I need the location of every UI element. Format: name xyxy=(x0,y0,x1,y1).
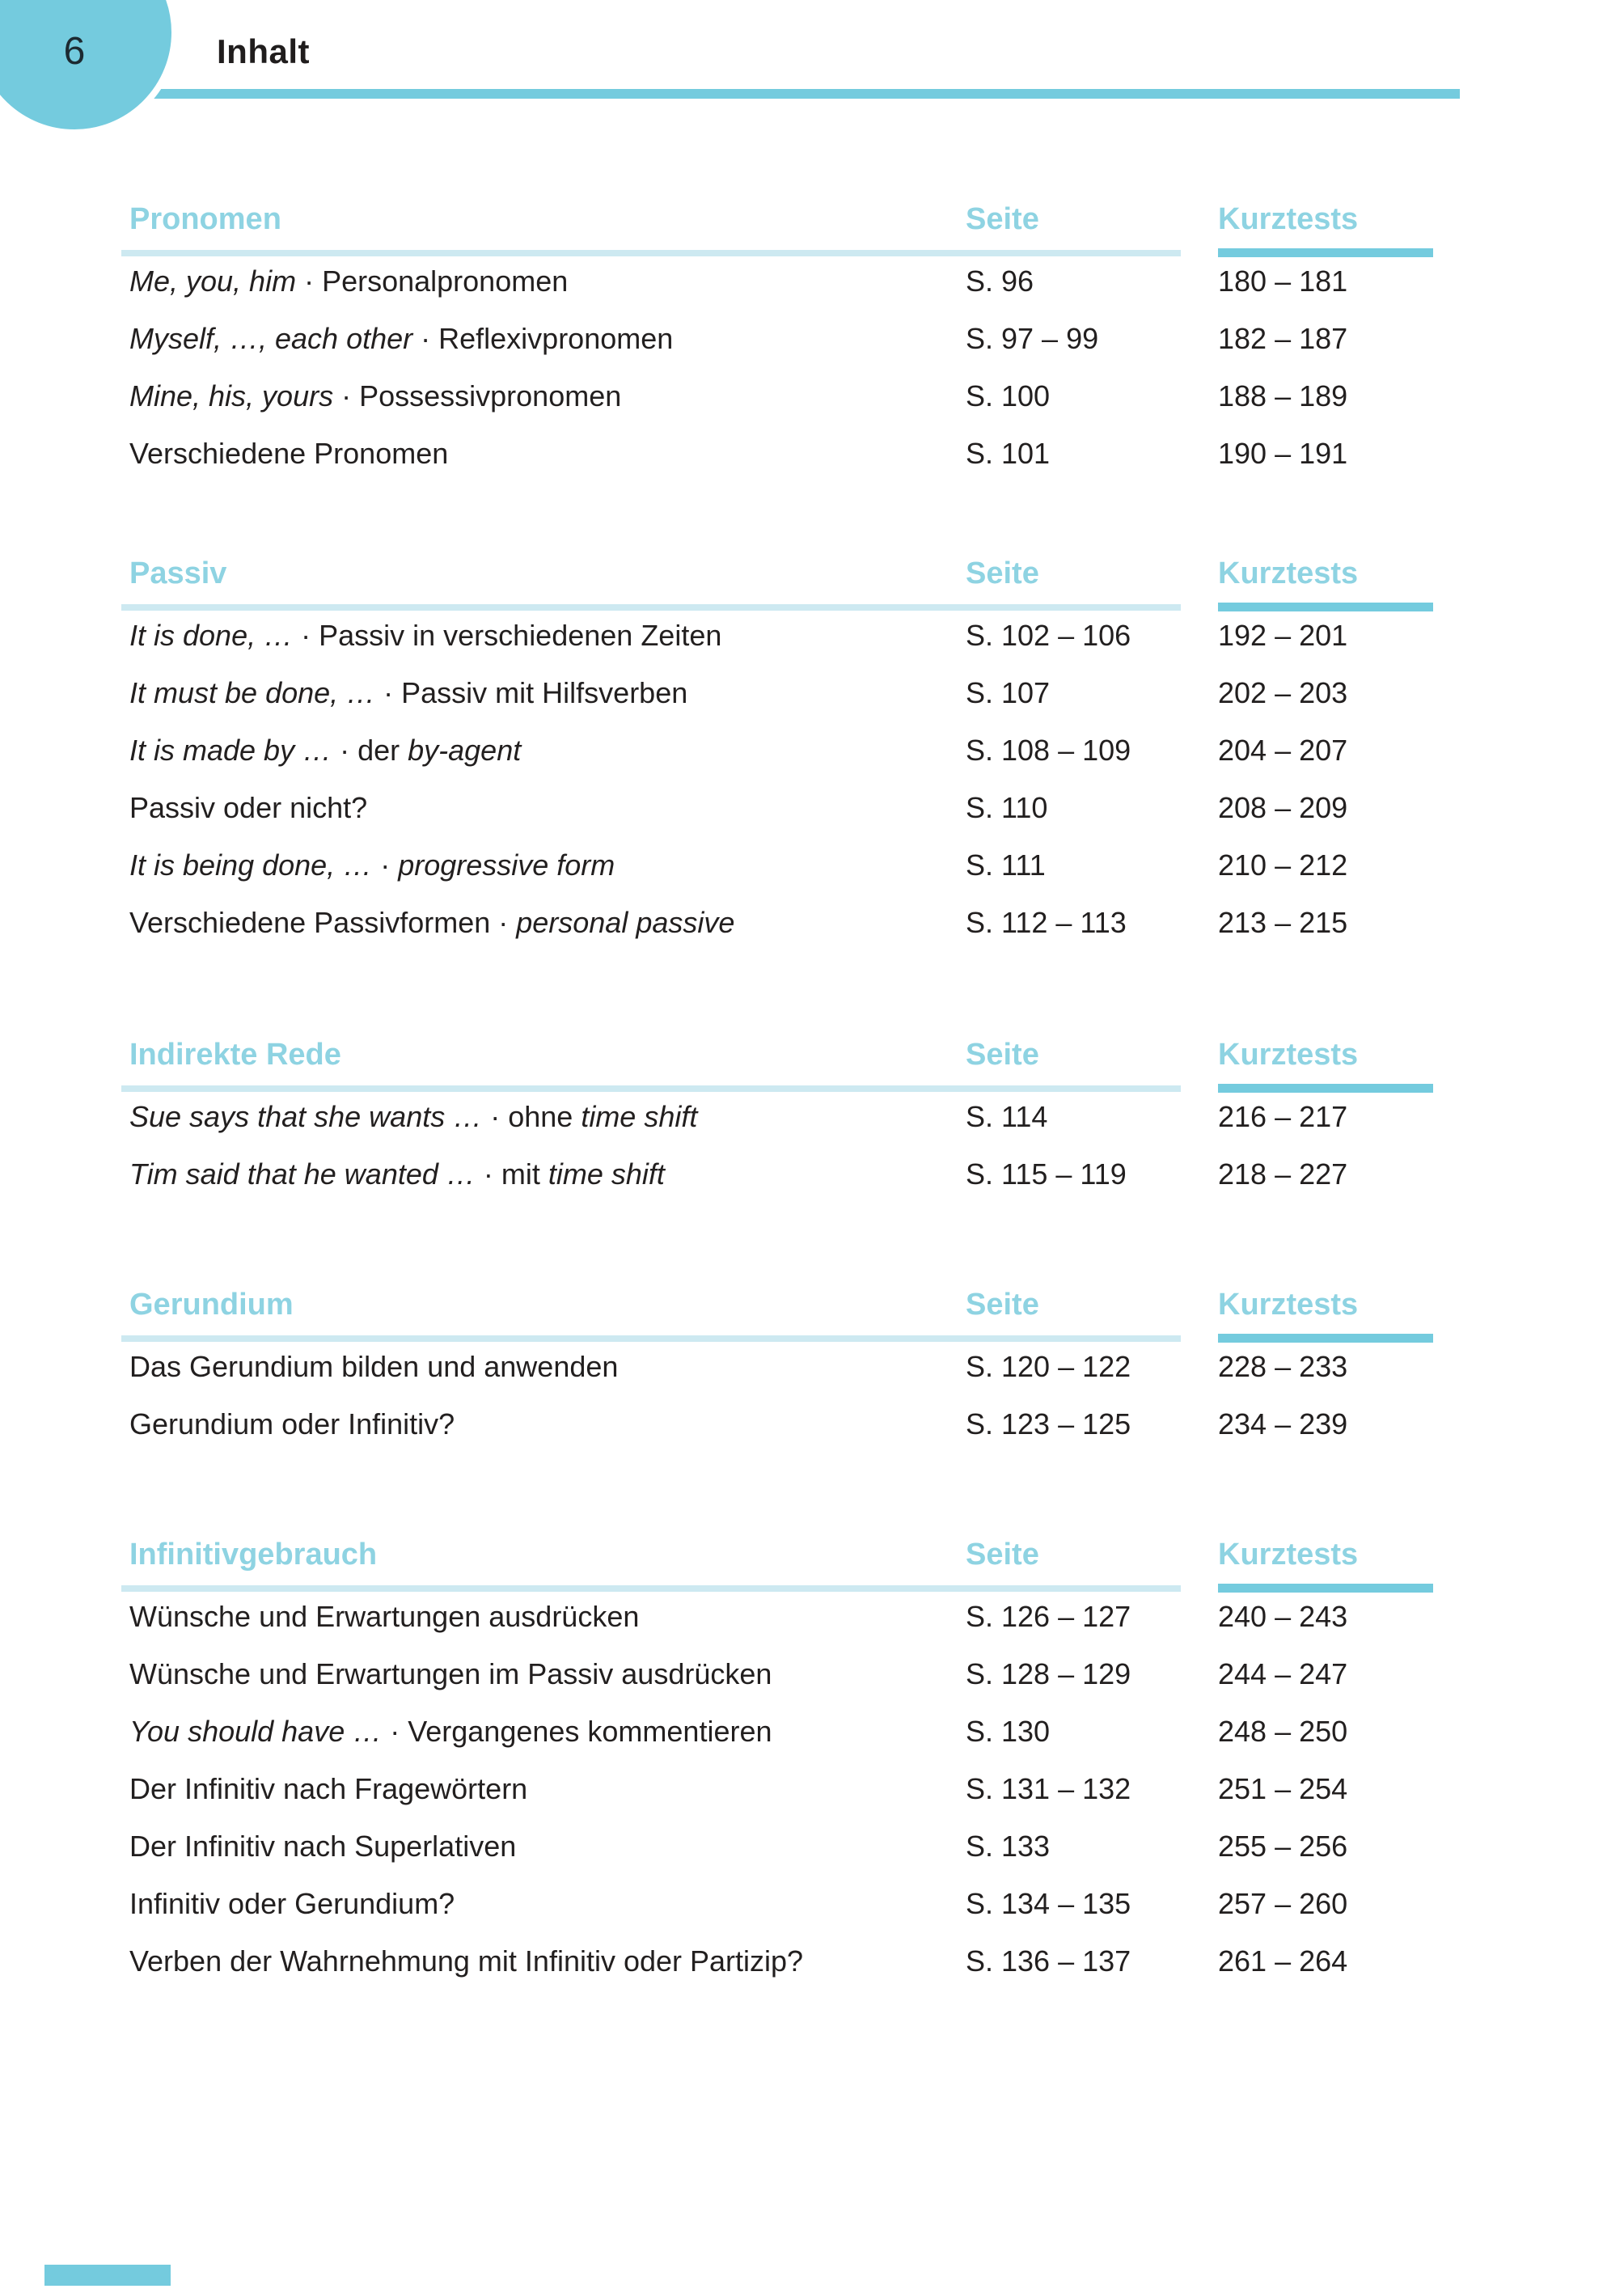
toc-entry-page: S. 114 xyxy=(966,1100,1048,1133)
section-title: Passiv xyxy=(129,556,227,590)
toc-section-passiv xyxy=(129,556,1460,951)
toc-entry-title xyxy=(129,1088,697,1145)
toc-entry-page: S. 128 – 129 xyxy=(966,1657,1131,1690)
toc-section-infinitivgebrauch xyxy=(129,1538,1460,1990)
toc-entry-title-segment: · mit xyxy=(475,1157,548,1191)
toc-entry-tests: 251 – 254 xyxy=(1218,1772,1348,1805)
column-header-seite: Seite xyxy=(966,202,1039,236)
toc-section-gerundium xyxy=(129,1288,1460,1453)
toc-entry-title xyxy=(129,310,673,367)
toc-entry-title-segment: Wünsche und Erwartungen ausdrücken xyxy=(129,1600,640,1633)
toc-entry-page: S. 134 – 135 xyxy=(966,1887,1131,1920)
toc-entry-title-segment: time shift xyxy=(581,1100,698,1133)
toc-entry-tests: 234 – 239 xyxy=(1218,1407,1348,1441)
toc-entry-tests: 228 – 233 xyxy=(1218,1350,1348,1383)
toc-entry-title-segment: Verschiedene Passivformen · xyxy=(129,906,517,939)
toc-entry-title xyxy=(129,1145,665,1203)
toc-entry-page: S. 110 xyxy=(966,791,1048,824)
toc-entry-page: S. 123 – 125 xyxy=(966,1407,1131,1441)
toc-entry-title xyxy=(129,1817,516,1875)
toc-entry-page: S. 112 – 113 xyxy=(966,906,1127,939)
section-title: Pronomen xyxy=(129,202,281,236)
toc-row xyxy=(129,1145,1460,1203)
toc-entry-title xyxy=(129,1932,803,1990)
toc-entry-title-segment: It is made by … xyxy=(129,734,332,767)
toc-entry-title-segment: · Passiv mit Hilfsverben xyxy=(375,676,688,709)
toc-entry-title xyxy=(129,1395,455,1453)
toc-entry-title-segment: · Personalpronomen xyxy=(296,264,569,298)
header-rule xyxy=(121,89,1460,99)
toc-entry-tests: 204 – 207 xyxy=(1218,734,1348,767)
toc-entry-title-segment: It is being done, … xyxy=(129,848,373,882)
toc-entry-tests: 182 – 187 xyxy=(1218,322,1348,355)
toc-entry-tests: 240 – 243 xyxy=(1218,1600,1348,1633)
toc-entry-title xyxy=(129,664,687,721)
toc-row xyxy=(129,894,1460,951)
toc-row xyxy=(129,836,1460,894)
toc-entry-title xyxy=(129,1588,639,1645)
toc-entry-page: S. 120 – 122 xyxy=(966,1350,1131,1383)
toc-entry-title-segment: · Possessivpronomen xyxy=(333,379,622,412)
toc-section-indirekte-rede xyxy=(129,1038,1460,1203)
toc-row xyxy=(129,607,1460,664)
toc-entry-title-segment: Der Infinitiv nach Fragewörtern xyxy=(129,1772,528,1805)
toc-entry-title xyxy=(129,367,621,425)
toc-entry-title xyxy=(129,607,721,664)
toc-row xyxy=(129,779,1460,836)
toc-row xyxy=(129,1395,1460,1453)
toc-entry-tests: 190 – 191 xyxy=(1218,437,1348,470)
toc-entry-page: S. 101 xyxy=(966,437,1051,470)
section-rows xyxy=(129,1588,1460,1990)
toc-entry-tests: 180 – 181 xyxy=(1218,264,1348,298)
toc-row xyxy=(129,1817,1460,1875)
toc-entry-title-segment: time shift xyxy=(548,1157,665,1191)
toc-entry-tests: 244 – 247 xyxy=(1218,1657,1348,1690)
toc-entry-tests: 208 – 209 xyxy=(1218,791,1348,824)
toc-entry-title-segment: Sue says that she wants … xyxy=(129,1100,483,1133)
toc-entry-page: S. 107 xyxy=(966,676,1051,709)
toc-entry-title-segment: · Reflexivpronomen xyxy=(412,322,674,355)
toc-entry-title xyxy=(129,836,615,894)
toc-entry-title-segment: Verben der Wahrnehmung mit Infinitiv oder Partizip? xyxy=(129,1944,804,1978)
toc-entry-tests: 255 – 256 xyxy=(1218,1830,1348,1863)
toc-entry-title-segment: Myself, …, each other xyxy=(129,322,413,355)
toc-entry-page: S. 111 xyxy=(966,848,1046,882)
column-header-seite: Seite xyxy=(966,1038,1039,1072)
toc-entry-title-segment: by-agent xyxy=(408,734,522,767)
toc-entry-page: S. 96 xyxy=(966,264,1034,298)
toc-entry-title-segment: Tim said that he wanted … xyxy=(129,1157,476,1191)
toc-entry-title-segment: progressive form xyxy=(398,848,615,882)
toc-entry-page: S. 108 – 109 xyxy=(966,734,1131,767)
toc-entry-page: S. 136 – 137 xyxy=(966,1944,1131,1978)
toc-entry-title-segment: Der Infinitiv nach Superlativen xyxy=(129,1830,517,1863)
toc-entry-title-segment: · Passiv in verschiedenen Zeiten xyxy=(293,619,722,652)
toc-row xyxy=(129,664,1460,721)
toc-entry-title-segment: Mine, his, yours xyxy=(129,379,334,412)
toc-entry-title xyxy=(129,894,734,951)
toc-entry-title-segment: · Vergangenes kommentieren xyxy=(382,1715,772,1748)
column-header-seite: Seite xyxy=(966,1538,1039,1572)
toc-entry-title-segment: Passiv oder nicht? xyxy=(129,791,368,824)
toc-entry-tests: 188 – 189 xyxy=(1218,379,1348,412)
toc-entry-title xyxy=(129,721,521,779)
page-number: 6 xyxy=(63,30,86,73)
toc-entry-page: S. 115 – 119 xyxy=(966,1157,1127,1191)
toc-entry-title-segment: Verschiedene Pronomen xyxy=(129,437,449,470)
toc-entry-tests: 218 – 227 xyxy=(1218,1157,1348,1191)
toc-entry-tests: 248 – 250 xyxy=(1218,1715,1348,1748)
toc-entry-title xyxy=(129,425,448,482)
toc-entry-tests: 261 – 264 xyxy=(1218,1944,1348,1978)
toc-row xyxy=(129,1703,1460,1760)
section-title: Indirekte Rede xyxy=(129,1038,341,1072)
toc-entry-page: S. 133 xyxy=(966,1830,1051,1863)
column-header-kurztests: Kurztests xyxy=(1218,1038,1359,1072)
toc-entry-title-segment: You should have … xyxy=(129,1715,383,1748)
toc-entry-title-segment: · der xyxy=(332,734,408,767)
toc-entry-title-segment: · xyxy=(372,848,399,882)
column-header-kurztests: Kurztests xyxy=(1218,556,1359,590)
column-header-kurztests: Kurztests xyxy=(1218,1288,1359,1322)
toc-entry-title-segment: · ohne xyxy=(482,1100,582,1133)
toc-entry-tests: 216 – 217 xyxy=(1218,1100,1348,1133)
toc-row xyxy=(129,1645,1460,1703)
section-title: Gerundium xyxy=(129,1288,294,1322)
toc-entry-title-segment: personal passive xyxy=(516,906,735,939)
toc-row xyxy=(129,425,1460,482)
toc-entry-tests: 213 – 215 xyxy=(1218,906,1348,939)
toc-row xyxy=(129,1875,1460,1932)
toc-entry-title xyxy=(129,1875,455,1932)
toc-entry-title-segment: Me, you, him xyxy=(129,264,297,298)
toc-entry-title-segment: Das Gerundium bilden und anwenden xyxy=(129,1350,619,1383)
toc-entry-title xyxy=(129,1645,772,1703)
section-rows xyxy=(129,607,1460,951)
toc-row xyxy=(129,1932,1460,1990)
column-header-seite: Seite xyxy=(966,1288,1039,1322)
toc-row xyxy=(129,252,1460,310)
toc-entry-title xyxy=(129,252,568,310)
toc-entry-title-segment: It is done, … xyxy=(129,619,294,652)
toc-entry-title-segment: It must be done, … xyxy=(129,676,376,709)
section-rows xyxy=(129,1088,1460,1203)
section-rows xyxy=(129,1338,1460,1453)
toc-row xyxy=(129,1760,1460,1817)
toc-entry-page: S. 102 – 106 xyxy=(966,619,1131,652)
toc-entry-title xyxy=(129,779,367,836)
toc-entry-title-segment: Gerundium oder Infinitiv? xyxy=(129,1407,455,1441)
toc-entry-tests: 210 – 212 xyxy=(1218,848,1348,882)
toc-entry-title xyxy=(129,1338,618,1395)
toc-entry-title-segment: Infinitiv oder Gerundium? xyxy=(129,1887,455,1920)
column-header-seite: Seite xyxy=(966,556,1039,590)
toc-entry-page: S. 130 xyxy=(966,1715,1051,1748)
section-rows xyxy=(129,252,1460,482)
toc-entry-title xyxy=(129,1760,527,1817)
toc-entry-tests: 257 – 260 xyxy=(1218,1887,1348,1920)
toc-row xyxy=(129,367,1460,425)
toc-row xyxy=(129,1338,1460,1395)
bottom-tab-bar xyxy=(44,2265,171,2286)
toc-section-pronomen xyxy=(129,202,1460,482)
page-title: Inhalt xyxy=(217,32,310,70)
toc-entry-tests: 192 – 201 xyxy=(1218,619,1348,652)
section-title: Infinitivgebrauch xyxy=(129,1538,378,1572)
toc-row xyxy=(129,1588,1460,1645)
column-header-kurztests: Kurztests xyxy=(1218,1538,1359,1572)
toc-entry-page: S. 131 – 132 xyxy=(966,1772,1131,1805)
toc-entry-page: S. 126 – 127 xyxy=(966,1600,1131,1633)
toc-entry-page: S. 97 – 99 xyxy=(966,322,1099,355)
toc-entry-title xyxy=(129,1703,772,1760)
column-header-kurztests: Kurztests xyxy=(1218,202,1359,236)
toc-row xyxy=(129,1088,1460,1145)
toc-entry-tests: 202 – 203 xyxy=(1218,676,1348,709)
toc-row xyxy=(129,310,1460,367)
toc-row xyxy=(129,721,1460,779)
toc-entry-page: S. 100 xyxy=(966,379,1051,412)
toc-entry-title-segment: Wünsche und Erwartungen im Passiv ausdrücken xyxy=(129,1657,772,1690)
